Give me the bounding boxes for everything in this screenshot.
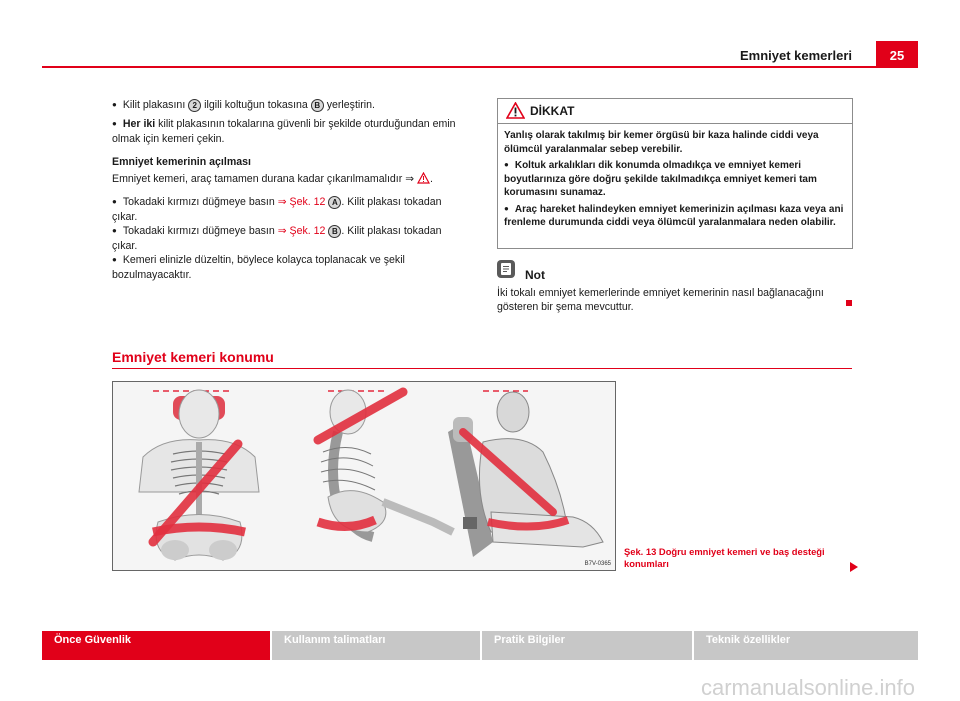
note-text: İki tokalı emniyet kemerlerinde emniyet kemerinin nasıl bağlanacağını gösteren bir şema mevcuttur.: [497, 287, 824, 313]
section-rule: [112, 368, 852, 369]
instruction-press-button-a: [112, 195, 464, 224]
text: ilgili koltuğun tokasına: [201, 99, 311, 111]
tab-operating-instructions[interactable]: Kullanım talimatları: [272, 631, 480, 660]
figure-link[interactable]: ⇒ Şek. 12: [277, 225, 326, 237]
text: Tokadaki kırmızı düğmeye basın: [122, 225, 278, 237]
seated-person-figure: [448, 392, 603, 557]
watermark: carmanualsonline.info: [700, 675, 915, 700]
text: . Kilit plakası tokadan çıkar.: [112, 196, 442, 223]
note-icon: [497, 260, 515, 278]
subheading-unfasten: Emniyet kemerinin açılması: [112, 156, 251, 168]
warning-header: [498, 99, 852, 124]
emphasis: Her iki: [122, 118, 156, 130]
section-end-marker: [846, 300, 852, 306]
side-view-skeleton: [318, 390, 453, 537]
text: yerleştirin.: [323, 99, 375, 111]
page-header-title: Emniyet kemerleri: [739, 48, 852, 63]
warning-triangle-icon: [417, 172, 430, 184]
badge-letter: B: [311, 99, 324, 112]
text: Tokadaki kırmızı düğmeye basın: [122, 196, 278, 208]
header-rule: [42, 66, 918, 68]
figure-caption: Şek. 13 Doğru emniyet kemeri ve baş desteği konumları: [624, 546, 825, 569]
back-view-figure: [139, 390, 259, 560]
tab-technical-specs[interactable]: Teknik özellikler: [694, 631, 918, 660]
seatbelt-position-figure: [112, 381, 616, 571]
text: .: [430, 173, 433, 185]
warning-box: [497, 98, 853, 249]
section-title: Emniyet kemeri konumu: [112, 349, 274, 365]
text: kilit plakasının tokalarına güvenli bir şekilde oturduğundan emin olmak için kemeri çekin.: [112, 118, 456, 145]
badge-letter: A: [328, 196, 341, 209]
figure-code: B7V-0365: [584, 561, 611, 567]
paragraph-unfasten: [112, 172, 464, 186]
tab-practical-tips[interactable]: Pratik Bilgiler: [482, 631, 692, 660]
badge-number: 2: [188, 99, 201, 112]
continue-arrow-icon[interactable]: [850, 562, 858, 572]
instruction-press-button-b: [112, 224, 464, 253]
note-title: Not: [525, 268, 545, 282]
text: ● Kemeri elinizle düzeltin, böylece kolayca toplanacak ve şekil bozulmayacaktır.: [112, 253, 464, 282]
badge-letter: B: [328, 225, 341, 238]
instruction-insert-plate: [112, 98, 464, 113]
text: . Kilit plakası tokadan çıkar.: [112, 225, 442, 252]
text: Emniyet kemeri, araç tamamen durana kadar çıkarılmamalıdır ⇒: [112, 173, 418, 185]
warning-text: ● Araç hareket halindeyken emniyet kemerinizin açılması kaza veya ani frenleme durumunda ciddi veya ölümcül yaralanmalara neden olabilir.: [504, 203, 844, 230]
warning-triangle-icon: [506, 102, 525, 119]
tab-safety-first[interactable]: Önce Güvenlik: [42, 631, 270, 660]
page-number: 25: [876, 41, 918, 68]
warning-text: Yanlış olarak takılmış bir kemer örgüsü bir kaza halinde ciddi veya ölümcül yaralanmalar sebep verebilir.: [504, 130, 819, 155]
seatbelt-illustration: [113, 382, 615, 570]
figure-link[interactable]: ⇒ Şek. 12: [277, 196, 326, 208]
text: Kilit plakasını: [122, 99, 189, 111]
warning-body: [504, 129, 844, 233]
warning-text: ● Koltuk arkalıkları dik konumda olmadıkça ve emniyet kemeri boyutlarınıza göre doğru şekilde takılmadıkça emniyet kemeri tam korumasını sunamaz.: [504, 159, 844, 200]
warning-title: DİKKAT: [530, 104, 575, 118]
instruction-straighten-belt: [112, 253, 464, 282]
instruction-pull-belt: [112, 117, 464, 146]
